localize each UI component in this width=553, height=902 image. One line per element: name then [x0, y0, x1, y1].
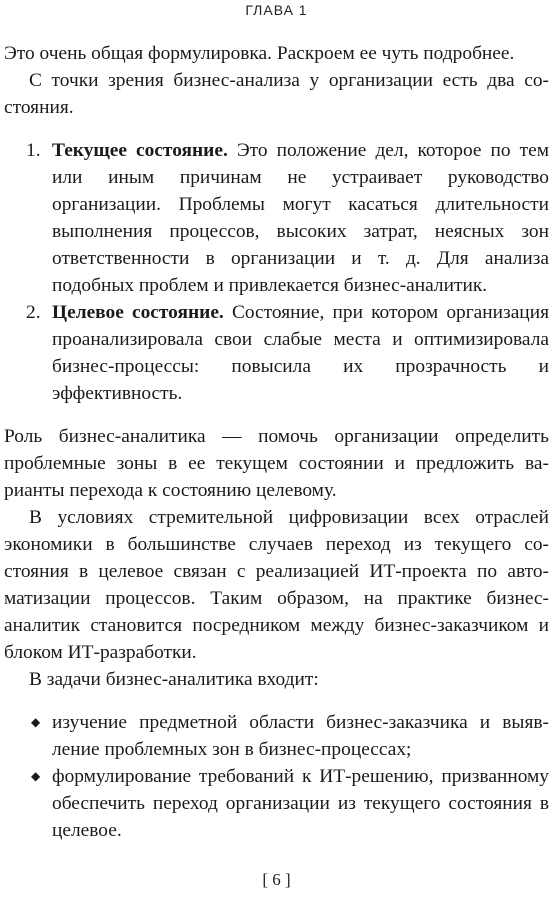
term-target-state: Целевое состояние.: [52, 302, 224, 323]
task-text: формулирование требований к ИТ-решению, призванному обеспечить переход организации из текущего состояния в целевое.: [52, 766, 549, 841]
diamond-bullet-icon: ◆: [31, 715, 41, 729]
diamond-bullet-icon: ◆: [31, 769, 41, 783]
page-body: [4, 40, 549, 844]
spacer: [4, 407, 549, 423]
list-item-current-state: [4, 137, 549, 299]
list-number: 2.: [26, 302, 41, 323]
tasks-list: [4, 709, 549, 844]
body-paragraph: В условиях стремительной цифровизации всех отраслей экономики в большинстве случаев переход из текущего состояния в целевое связан с реализацией ИТ-проекта по автоматизации процессов. Таким образом, на практике бизнес-аналитик становится посредником между бизнес-заказчиком и блоком ИТ-разработки.: [4, 507, 549, 663]
list-item-target-state: [4, 299, 549, 407]
body-paragraph: С точки зрения бизнес-анализа у организации есть два состояния.: [4, 70, 549, 118]
definition-text: Это положение дел, которое по тем или иным причинам не устраивает руководство организации. Проблемы могут касаться длительности выполнения процессов, высоких затрат, неясных зон ответственности в организации и т. д. Для анализа подобных проблем и привлекается бизнес-аналитик.: [52, 140, 549, 296]
body-paragraph: Роль бизнес-аналитика — помочь организации определить проблемные зоны в ее текущем состоянии и предложить варианты перехода к состоянию целевому.: [4, 426, 549, 501]
body-paragraph: Это очень общая формулировка. Раскроем ее чуть подробнее.: [4, 43, 515, 64]
list-item-task: [4, 763, 549, 844]
states-list: [4, 137, 549, 407]
list-number: 1.: [26, 140, 41, 161]
body-paragraph: В задачи бизнес-аналитика входит:: [29, 669, 319, 690]
page-number: [ 6 ]: [262, 870, 291, 889]
spacer: [4, 121, 549, 137]
spacer: [4, 693, 549, 709]
term-current-state: Текущее состояние.: [52, 140, 228, 161]
list-item-task: [4, 709, 549, 763]
running-head: ГЛАВА 1: [245, 2, 308, 18]
definition-text: Состояние, при котором организация проанализировала свои слабые места и оптимизировала бизнес-процессы: повысила их прозрачность и эффективность.: [52, 302, 549, 404]
task-text: изучение предметной области бизнес-заказчика и выявление проблемных зон в бизнес-процессах;: [52, 712, 549, 760]
